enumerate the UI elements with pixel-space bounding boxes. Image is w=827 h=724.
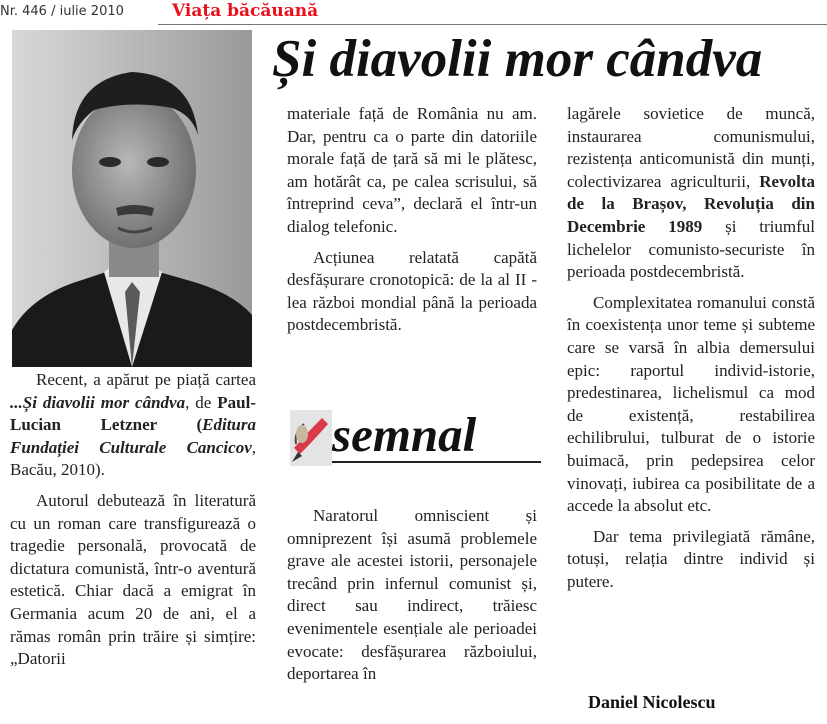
header-rule: [158, 24, 827, 25]
author-photo: [12, 30, 252, 367]
semnal-label: semnal: [332, 407, 477, 462]
article-column-1: [10, 369, 256, 679]
semnal-underline: [332, 461, 541, 463]
quill-icon: [288, 404, 338, 474]
paragraph: Complexitatea romanului constă în coexistența unor teme și subteme care se varsă în albia demersului epic: raportul individ-istorie, predestinarea, lichelismul ca mod de existență, restabilirea echilibrului, tulburat de o istorie buimacă, prin pedepsirea celor vinovați, iubirea ca posibilitate de a accede la absolut etc.: [567, 292, 815, 516]
text: și triumful lichelelor comunisto-securiste în perioada postdecembristă.: [567, 216, 816, 282]
text: , de: [185, 392, 218, 412]
issue-info: Nr. 446 / iulie 2010: [0, 4, 124, 19]
paragraph: [567, 103, 815, 284]
text: Recent, a apărut pe piață cartea: [36, 370, 256, 389]
text: lagărele sovietice de muncă, instaurarea comunismului, rezistența anticomunistă din munți, colectivizarea agriculturii,: [567, 104, 815, 191]
article-author: Daniel Nicolescu: [588, 692, 716, 712]
article-column-2-continued: [287, 505, 537, 694]
publication-name: Viața băcăuană: [172, 1, 319, 21]
paragraph: Autorul debutează în literatură cu un roman care transfigurează o tragedie personală, provocată de dictatura comunistă, într-o aventură estetică. Chiar dacă a emigrat în Germania acum 20 de ani, el a rămas român prin trăire și simțire: „Datorii: [10, 490, 256, 669]
article-column-3: [567, 103, 815, 601]
semnal-section-label: [288, 404, 541, 476]
book-title: ...Și diavolii mor cândva: [10, 392, 186, 412]
text: , Bacău, 2010).: [10, 437, 256, 480]
publisher: Editura Fundației Culturale Cancicov: [10, 415, 256, 457]
highlighted-events: Revolta de la Brașov, Revoluția din Decembrie 1989: [567, 171, 815, 236]
paragraph: Dar tema privilegiată rămâne, totuși, relația dintre individ și putere.: [567, 526, 815, 591]
author-name: Paul-Lucian Letzner (: [10, 392, 257, 435]
paragraph: Acțiunea relatată capătă desfășurare cronotopică: de la al II - lea război mondial până la perioada postdecembristă.: [287, 247, 537, 335]
article-title: Și diavolii mor cândva: [272, 30, 763, 88]
paragraph: materiale față de România nu am. Dar, pentru ca o parte din datoriile morale față de țară să mi le plătesc, am hotărât ca, pe calea scrisului, să întreprind ceva”, declară el într-un dialog telefonic.: [287, 104, 537, 236]
article-column-2: [287, 103, 537, 345]
paragraph: Naratorul omniscient și omniprezent își asumă problemele grave ale acestei istorii, personajele trecând prin infernul comunist și, direct sau indirect, trăiesc evenimentele esențiale ale perioadei evocate: desfășurarea războiului, deportarea în: [287, 506, 537, 684]
paragraph: [10, 369, 256, 482]
